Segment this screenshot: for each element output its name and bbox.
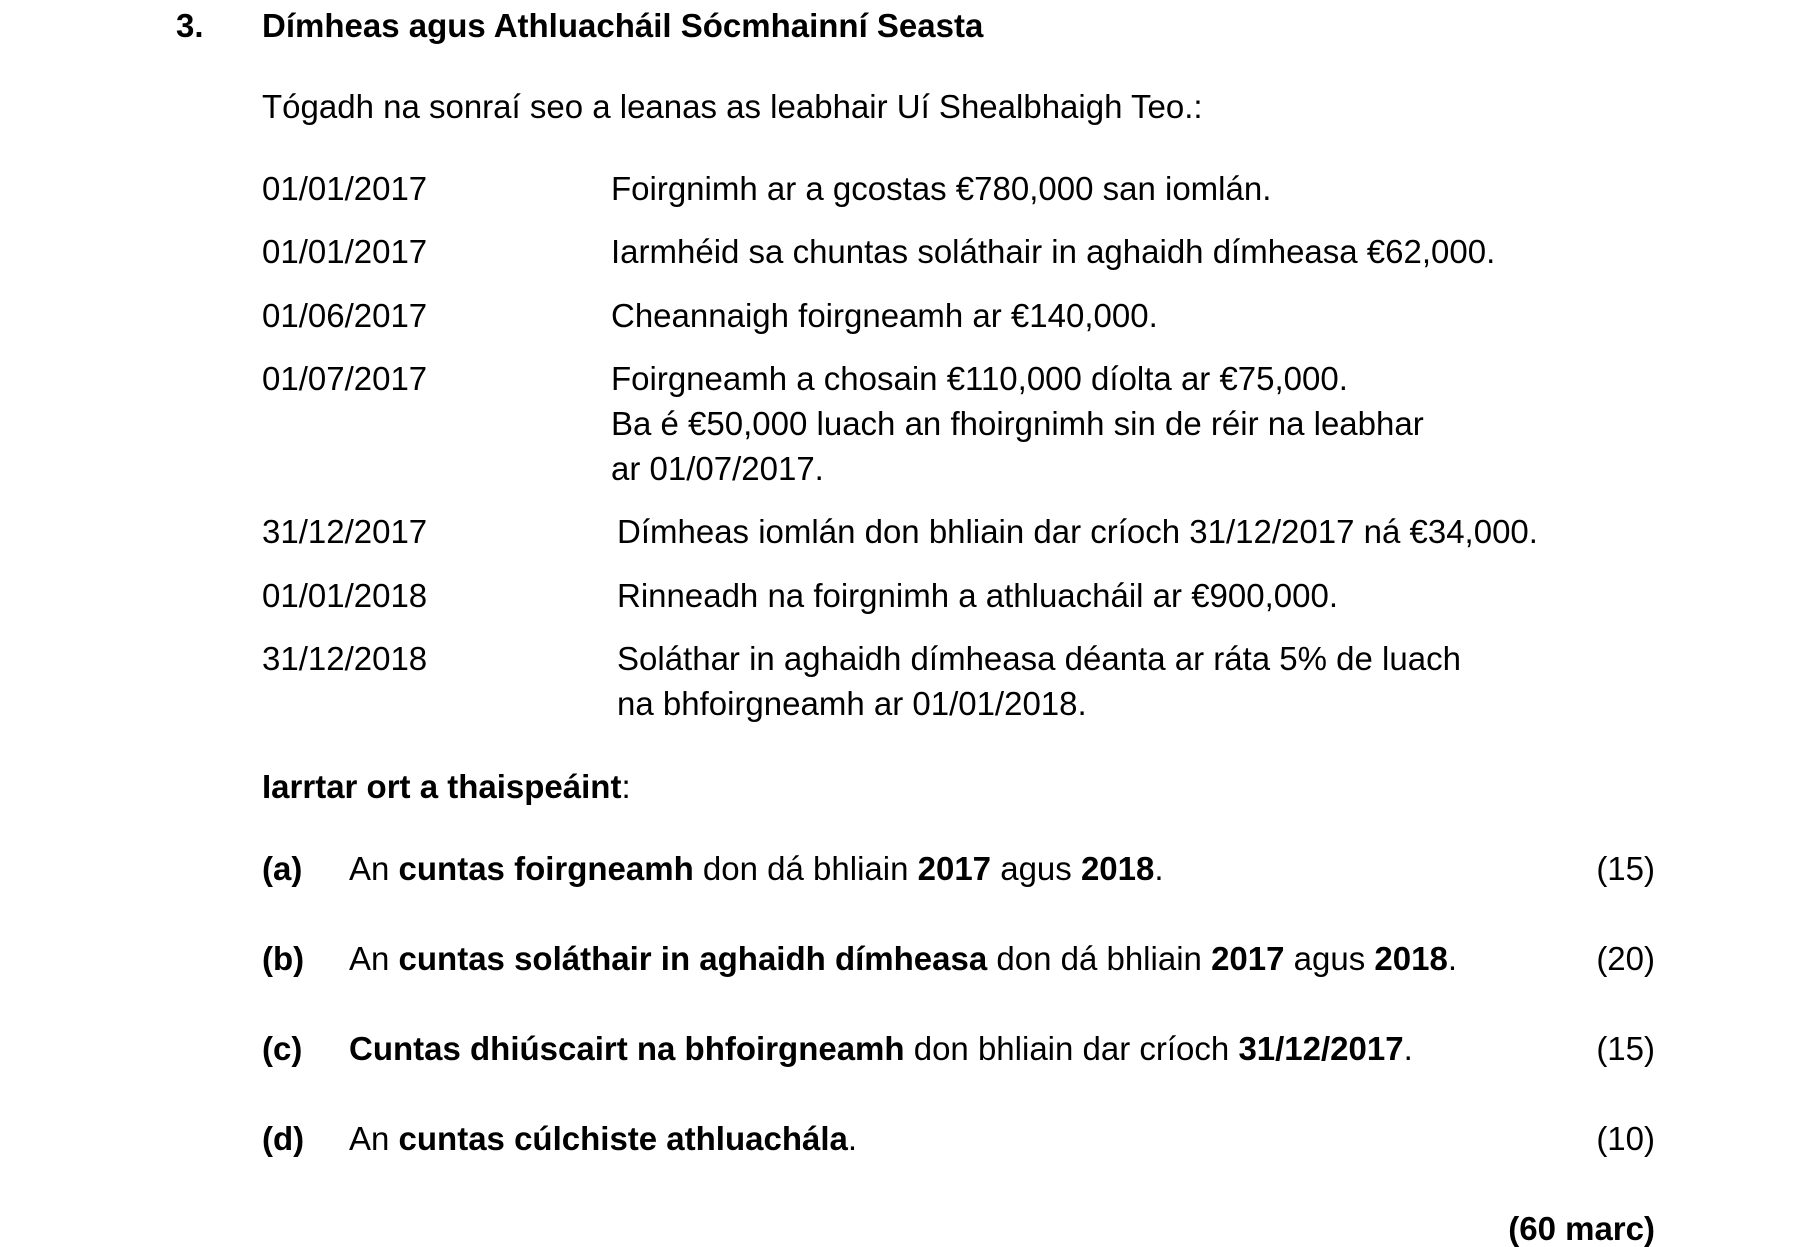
- entry-date: 01/07/2017: [262, 360, 428, 397]
- entry-description: Soláthar in aghaidh dímheasa déanta ar ráta 5% de luach: [617, 640, 1461, 677]
- entry-description-line: ar 01/07/2017.: [611, 450, 824, 487]
- part-text: An cuntas soláthair in aghaidh dímheasa don dá bhliain 2017 agus 2018.: [349, 940, 1457, 977]
- entry-description: Iarmhéid sa chuntas soláthair in aghaidh dímheasa €62,000.: [611, 233, 1496, 270]
- instruction-heading: Iarrtar ort a thaispeáint:: [262, 768, 631, 805]
- part-label: (b): [262, 940, 305, 977]
- part-marks: (15): [1596, 1030, 1655, 1067]
- part-text: An cuntas cúlchiste athluachála.: [349, 1120, 858, 1157]
- part-marks: (10): [1596, 1120, 1655, 1157]
- entry-date: 01/06/2017: [262, 297, 428, 334]
- intro-text: Tógadh na sonraí seo a leanas as leabhair Uí Shealbhaigh Teo.:: [262, 88, 1203, 125]
- total-marks: (60 marc): [1508, 1210, 1655, 1247]
- part-marks: (15): [1596, 850, 1655, 887]
- entry-description: Foirgneamh a chosain €110,000 díolta ar €75,000.: [611, 360, 1348, 397]
- entry-date: 01/01/2018: [262, 577, 428, 614]
- entry-date: 31/12/2018: [262, 640, 428, 677]
- question-number: 3.: [176, 7, 204, 44]
- part-text: Cuntas dhiúscairt na bhfoirgneamh don bhliain dar críoch 31/12/2017.: [349, 1030, 1413, 1067]
- entry-date: 01/01/2017: [262, 233, 428, 270]
- part-marks: (20): [1596, 940, 1655, 977]
- part-text: An cuntas foirgneamh don dá bhliain 2017 agus 2018.: [349, 850, 1164, 887]
- part-label: (d): [262, 1120, 305, 1157]
- entry-description: Foirgnimh ar a gcostas €780,000 san iomlán.: [611, 170, 1272, 207]
- entry-description-line: Ba é €50,000 luach an fhoirgnimh sin de réir na leabhar: [611, 405, 1424, 442]
- entry-description: Cheannaigh foirgneamh ar €140,000.: [611, 297, 1158, 334]
- question-title: Dímheas agus Athluacháil Sócmhainní Seasta: [262, 7, 984, 44]
- entry-date: 01/01/2017: [262, 170, 428, 207]
- part-label: (c): [262, 1030, 303, 1067]
- part-label: (a): [262, 850, 303, 887]
- entry-description: Dímheas iomlán don bhliain dar críoch 31/12/2017 ná €34,000.: [617, 513, 1538, 550]
- entry-description-line: na bhfoirgneamh ar 01/01/2018.: [617, 685, 1087, 722]
- entry-description: Rinneadh na foirgnimh a athluacháil ar €900,000.: [617, 577, 1339, 614]
- entry-date: 31/12/2017: [262, 513, 428, 550]
